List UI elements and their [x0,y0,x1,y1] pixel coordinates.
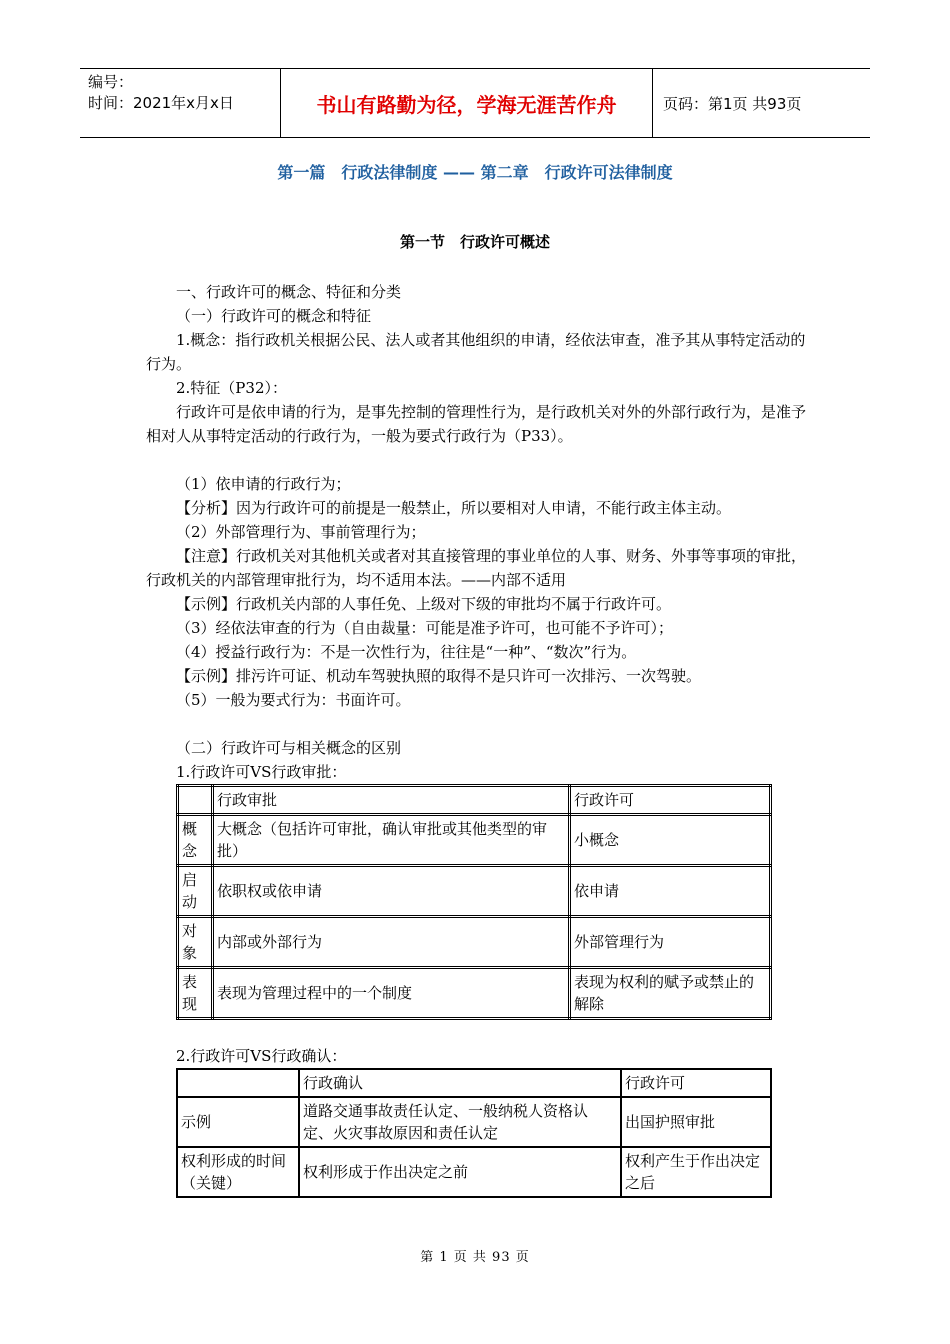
table-cell: 概念 [178,815,213,866]
header-meta [80,69,281,137]
feature-4: （4）授益行政行为：不是一次性行为，往往是“一种”、“数次”行为。 [176,643,637,661]
chapter-title: 第一篇 行政法律制度 —— 第二章 行政许可法律制度 [277,163,673,182]
table-cell: 大概念（包括许可审批，确认审批或其他类型的审批） [213,815,570,866]
table-cell: 表现为权利的赋予或禁止的解除 [570,968,771,1019]
table-header-cell: 行政确认 [299,1069,621,1097]
table-cell: 启动 [178,866,213,917]
paragraph-concept: 1.概念：指行政机关根据公民、法人或者其他组织的申请，经依法审查，准予其从事特定活动的行为。 [146,331,806,373]
table-header-cell [177,1069,299,1097]
comparison-2-label: 2.行政许可VS行政确认： [176,1047,347,1065]
heading-1-2: （二）行政许可与相关概念的区别 [176,739,402,757]
table-cell: 依申请 [570,866,771,917]
page-footer: 第 1 页 共 93 页 [420,1250,530,1265]
table-header-cell: 行政许可 [570,786,771,815]
table-header-cell: 行政许可 [621,1069,771,1097]
comparison-table-confirmation [176,1068,772,1198]
header-page-info: 页码：第1页 共93页 [663,94,802,113]
paragraph-features-label: 2.特征（P32）： [176,379,287,397]
table-cell: 权利形成的时间（关键） [177,1147,299,1197]
feature-3: （3）经依法审查的行为（自由裁量：可能是准予许可，也可能不予许可）； [176,619,674,637]
attention-note: 【注意】行政机关对其他机关或者对其直接管理的事业单位的人事、财务、外事等事项的审批，行政机关的内部管理审批行为，均不适用本法。——内部不适用 [146,547,807,589]
table-header-cell: 行政审批 [213,786,570,815]
comparison-1-label: 1.行政许可VS行政审批： [176,763,347,781]
table-row [177,1097,771,1147]
table-cell: 依职权或依申请 [213,866,570,917]
table-row [178,917,771,968]
table-row [178,866,771,917]
table-cell: 表现 [178,968,213,1019]
header-slogan: 书山有路勤为径，学海无涯苦作舟 [281,69,653,137]
feature-5: （5）一般为要式行为：书面许可。 [176,691,411,709]
comparison-table-approval [176,784,772,1020]
table-row [178,815,771,866]
table-cell: 道路交通事故责任认定、一般纳税人资格认定、火灾事故原因和责任认定 [299,1097,621,1147]
table-cell: 外部管理行为 [570,917,771,968]
table-cell: 权利产生于作出决定之后 [621,1147,771,1197]
time-label: 时间：2021年x月x日 [88,94,234,112]
heading-1: 一、行政许可的概念、特征和分类 [176,283,402,301]
table-cell: 对象 [178,917,213,968]
table-header-row [178,786,771,815]
table-cell: 内部或外部行为 [213,917,570,968]
heading-1-1: （一）行政许可的概念和特征 [176,307,372,325]
page-header [80,68,870,138]
feature-2: （2）外部管理行为、事前管理行为； [176,523,426,541]
example-note-1: 【示例】行政机关内部的人事任免、上级对下级的审批均不属于行政许可。 [176,595,672,613]
example-note-2: 【示例】排污许可证、机动车驾驶执照的取得不是只许可一次排污、一次驾驶。 [176,667,702,685]
table-row [178,968,771,1019]
document-body [146,280,810,1198]
paragraph-features: 行政许可是依申请的行为，是事先控制的管理性行为，是行政机关对外的外部行政行为，是准予相对人从事特定活动的行政行为，一般为要式行政行为（P33）。 [146,403,807,445]
table-cell: 权利形成于作出决定之前 [299,1147,621,1197]
table-row [177,1147,771,1197]
section-title: 第一节 行政许可概述 [399,233,550,251]
table-cell: 小概念 [570,815,771,866]
analysis-note: 【分析】因为行政许可的前提是一般禁止，所以要相对人申请，不能行政主体主动。 [176,499,732,517]
feature-1: （1）依申请的行政行为； [176,475,351,493]
table-cell: 表现为管理过程中的一个制度 [213,968,570,1019]
table-header-row [177,1069,771,1097]
table-cell: 出国护照审批 [621,1097,771,1147]
table-cell: 示例 [177,1097,299,1147]
number-label: 编号： [88,73,134,91]
table-header-cell [178,786,213,815]
